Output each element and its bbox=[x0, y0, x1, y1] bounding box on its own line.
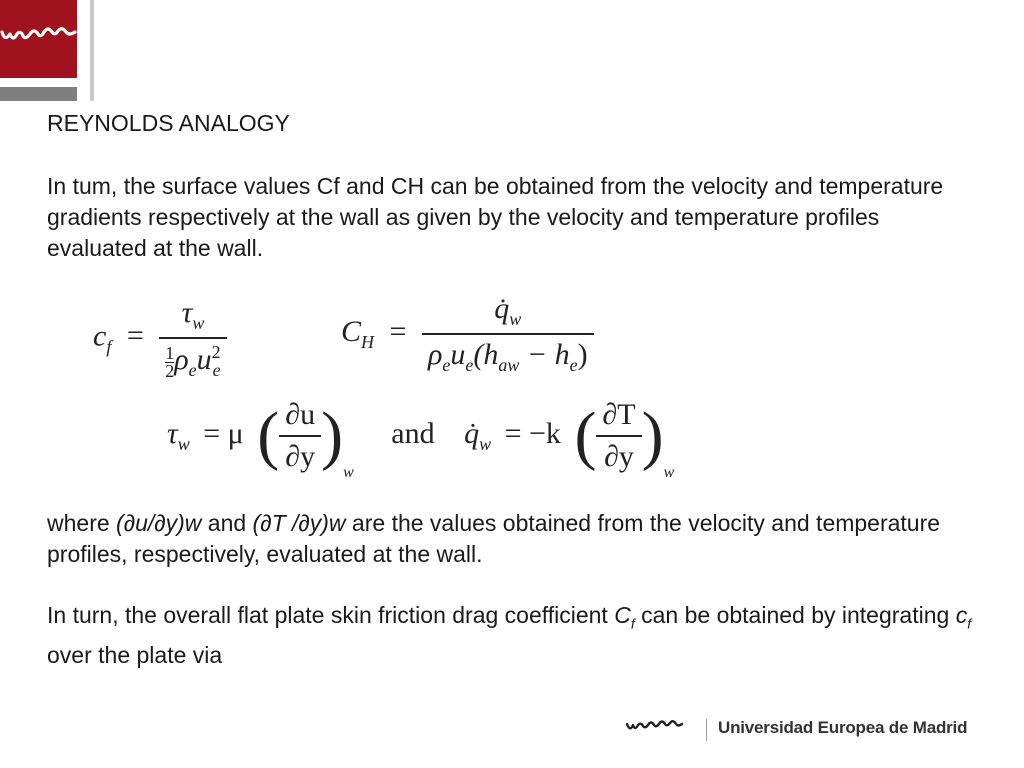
skin-friction-equation: $c_f$ = $\tau_w$ $\frac{1}{2}$ $\rho_eu^2_e$ bbox=[93, 296, 227, 381]
wall-gradient-equation: $\tau_w = \mu$ ( $\frac{\partial u}{\partial y}$ )$_w$ and $q̇_w = -k$ ( $\frac{\partial T}{\partial y}$ )$_w$ bbox=[167, 398, 675, 481]
where-paragraph: where (∂u/∂y)w and (∂T /∂y)w are the values obtained from the velocity and temperature profiles, respectively, evaluated at the wall. bbox=[47, 510, 941, 567]
uem-logo-icon bbox=[0, 0, 77, 78]
uem-footer-logo-icon bbox=[626, 718, 692, 745]
slide-title: REYNOLDS ANALOGY bbox=[47, 110, 290, 136]
footer-divider bbox=[706, 719, 707, 741]
header-divider bbox=[90, 0, 94, 101]
heat-transfer-equation: $C_H$ = $\frac{q̇_w}{\rho_eu_e(h_{aw} - h_e)}$ bbox=[341, 292, 594, 376]
intro-paragraph: In tum, the surface values Cf and CH can be obtained from the velocity and temperature gradients respectively at the wall as given by the velocity and temperature profiles evaluated at the wall. bbox=[47, 173, 944, 261]
turn-paragraph: In turn, the overall flat plate skin friction drag coefficient $C_f$ can be obtained by integrating $c_f$ over the plate via bbox=[47, 602, 972, 668]
footer-brand: Universidad Europea de Madrid bbox=[718, 718, 968, 737]
header-bar bbox=[0, 87, 77, 101]
